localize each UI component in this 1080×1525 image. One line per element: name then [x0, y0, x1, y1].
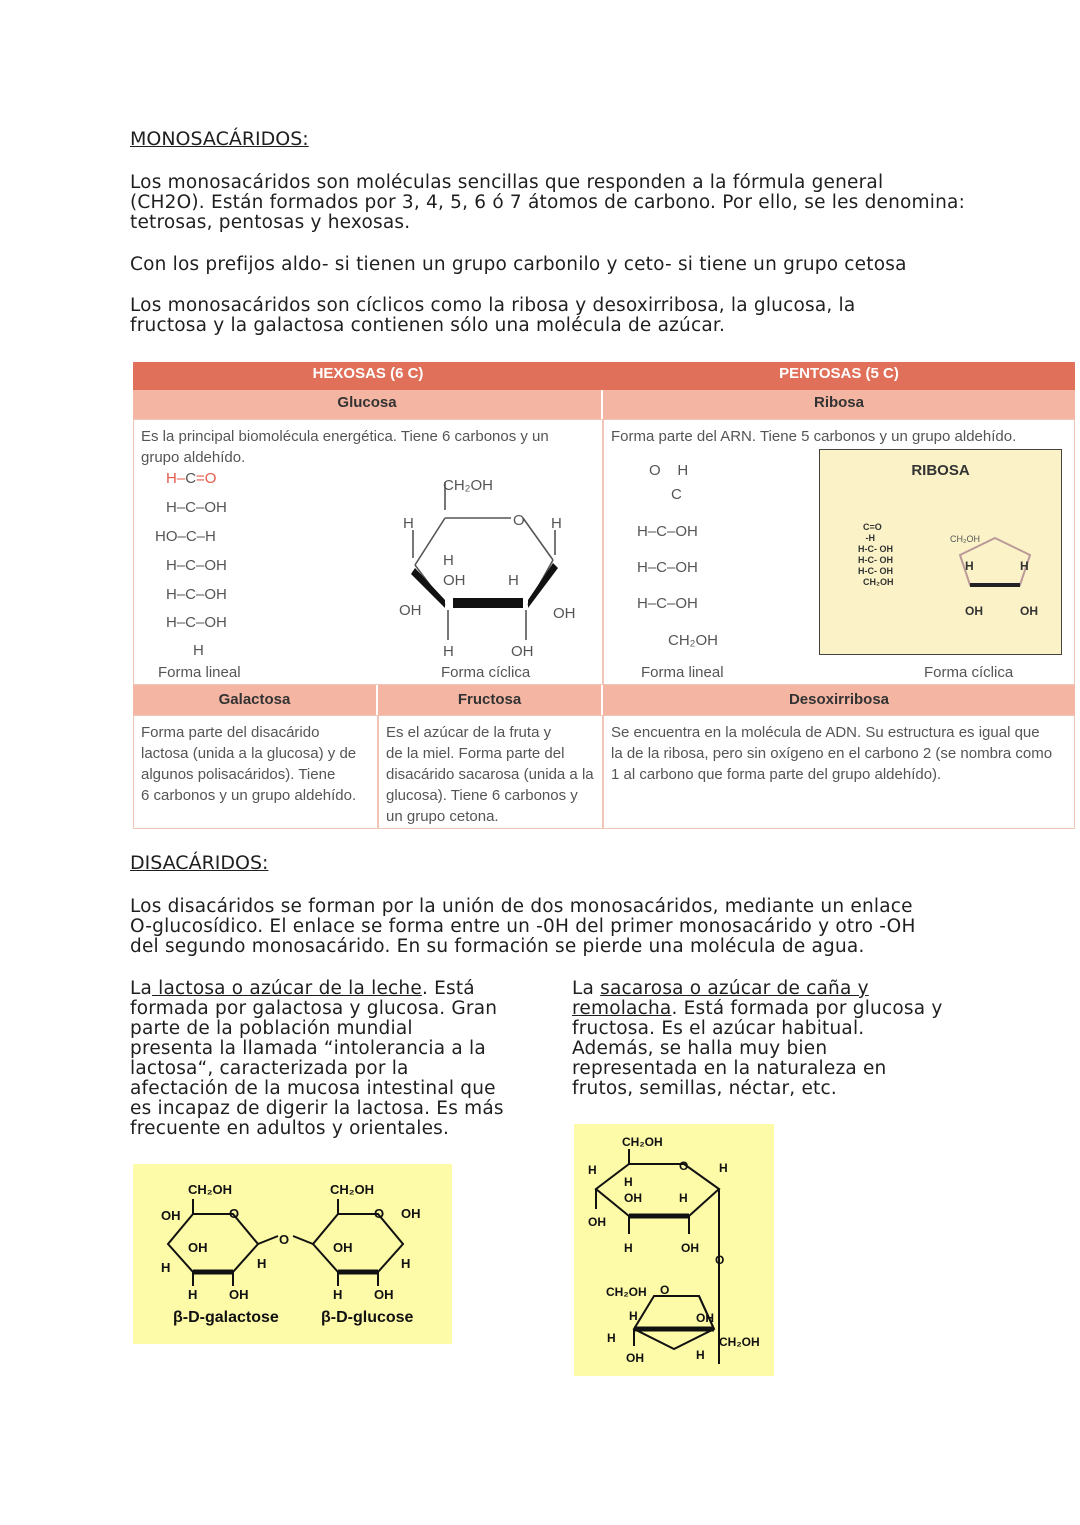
svg-text:OH: OH	[374, 1287, 394, 1302]
header-galactosa: Galactosa	[133, 685, 378, 715]
line: Además, se halla muy bien	[572, 1038, 828, 1059]
svg-text:O: O	[513, 512, 525, 529]
svg-text:CH₂OH: CH₂OH	[622, 1135, 663, 1149]
line: Es el azúcar de la fruta y	[386, 724, 552, 741]
line: afectación de la mucosa intestinal que	[130, 1078, 496, 1099]
svg-text:OH: OH	[696, 1311, 714, 1325]
ribosa-forma-lineal-label: Forma lineal	[641, 664, 724, 681]
svg-text:H: H	[679, 1191, 688, 1205]
paragraph-disacaridos	[130, 897, 916, 957]
svg-text:O: O	[660, 1283, 670, 1297]
text: . Está	[421, 978, 475, 999]
text: La	[572, 978, 601, 999]
svg-text:H: H	[696, 1348, 705, 1362]
line: fructosa. Es el azúcar habitual.	[572, 1018, 865, 1039]
text: La	[130, 978, 153, 999]
line: presenta la llamada “intolerancia a la	[130, 1038, 486, 1059]
line: tetrosas, pentosas y hexosas.	[130, 212, 411, 233]
lactosa-term: lactosa o azúcar de la leche	[152, 978, 422, 999]
line: 6 carbonos y un grupo aldehído.	[141, 787, 357, 804]
svg-text:OH: OH	[511, 643, 534, 660]
svg-text:OH: OH	[229, 1287, 249, 1302]
svg-text:OH: OH	[588, 1215, 606, 1229]
header-ribosa: Ribosa	[603, 390, 1075, 419]
svg-text:H: H	[333, 1287, 343, 1302]
line: lactosa“, caracterizada por la	[130, 1058, 409, 1079]
line: 1 al carbono que forma parte del grupo aldehído).	[611, 766, 942, 783]
sacarosa-term: sacarosa o azúcar de caña y	[600, 978, 869, 999]
header-desoxirribosa: Desoxirribosa	[603, 685, 1075, 715]
svg-text:OH: OH	[965, 604, 983, 618]
svg-text:OH: OH	[333, 1240, 353, 1255]
galactose-label: β-D-galactose	[173, 1309, 279, 1326]
header-fructosa: Fructosa	[378, 685, 603, 715]
svg-text:H: H	[624, 1175, 633, 1189]
sucrose-structure-image	[574, 1124, 774, 1376]
text: . Está formada por glucosa y	[671, 998, 943, 1019]
section-heading-monosacaridos: MONOSACÁRIDOS:	[130, 128, 309, 150]
svg-text:OH: OH	[188, 1240, 208, 1255]
header-hexosas: HEXOSAS (6 C)	[133, 362, 603, 390]
line: frecuente en adultos y orientales.	[130, 1118, 450, 1139]
glucosa-desc-line: grupo aldehído.	[141, 449, 246, 466]
glucosa-desc-line: Es la principal biomolécula energética. Tiene 6 carbonos y un	[141, 428, 549, 445]
svg-text:OH: OH	[553, 605, 576, 622]
line: frutos, semillas, néctar, etc.	[572, 1078, 837, 1099]
line: Los monosacáridos son moléculas sencillas que responden a la fórmula general	[130, 172, 884, 193]
svg-text:H: H	[401, 1256, 411, 1271]
svg-text:O: O	[229, 1206, 240, 1221]
svg-text:H: H	[1020, 559, 1029, 573]
line: del segundo monosacárido. En su formación se pierde una molécula de agua.	[130, 936, 865, 957]
svg-text:OH: OH	[161, 1208, 181, 1223]
svg-text:CH₂OH: CH₂OH	[188, 1182, 233, 1197]
line: es incapaz de digerir la lactosa. Es más	[130, 1098, 504, 1119]
line: Forma parte del disacárido	[141, 724, 320, 741]
line: un grupo cetona.	[386, 808, 499, 825]
svg-text:OH: OH	[681, 1241, 699, 1255]
svg-text:OH: OH	[626, 1351, 644, 1365]
svg-text:H: H	[257, 1256, 267, 1271]
svg-text:O: O	[715, 1253, 725, 1267]
paragraph-monosacaridos-2: Con los prefijos aldo- si tienen un grupo carbonilo y ceto- si tiene un grupo cetosa	[130, 254, 907, 275]
svg-text:OH: OH	[401, 1206, 421, 1221]
svg-text:O: O	[374, 1206, 385, 1221]
ribosa-image-box	[819, 449, 1062, 655]
svg-text:H: H	[188, 1287, 198, 1302]
line: fructosa y la galactosa contienen sólo una molécula de azúcar.	[130, 315, 726, 336]
svg-text:H: H	[607, 1331, 616, 1345]
glucose-label: β-D-glucose	[321, 1309, 414, 1326]
svg-text:H: H	[443, 643, 454, 660]
svg-text:OH: OH	[624, 1191, 642, 1205]
svg-text:H: H	[508, 572, 519, 589]
svg-text:CH₂OH: CH₂OH	[719, 1335, 760, 1349]
svg-text:H: H	[588, 1163, 597, 1177]
line: disacárido sacarosa (unida a la	[386, 766, 594, 783]
svg-text:CH₂OH: CH₂OH	[330, 1182, 375, 1197]
paragraph-monosacaridos-1	[130, 173, 965, 233]
ribose-mini-linear: C=O -H H-C- OH H-C- OH H-C- OH CH₂OH	[858, 522, 894, 587]
fructosa-cell	[378, 715, 603, 829]
svg-text:H: H	[719, 1161, 728, 1175]
line: Se encuentra en la molécula de ADN. Su estructura es igual que	[611, 724, 1040, 741]
monosaccharide-table: HEXOSAS (6 C) PENTOSAS (5 C) Glucosa Ribosa Es la principal biomolécula energética. Tiene 6 carbonos y un grupo aldehído. Forma parte del ARN. Tiene 5 carbonos y un grupo aldehído. H–C=O H–C–OH HO–C–H H–C–OH H–C–OH H–C–OH H Forma lineal CH₂OH O H H H OH H OH OH H OH Forma cíclica O H C H–C–OH H–C–OH H–C–OH CH₂OH Forma lineal RIBOSA C=O -H H-C- OH H-C- OH H-C- OH CH₂OH CH₂OH H H OH OH Forma cíclica Galactosa Fructosa Desoxirribosa Forma parte del disacárido lactosa (unida a la glucosa) y de algunos polisacáridos). Tiene 6 carbonos y un grupo aldehído. Es el azúcar de la fruta y de la miel. Forma parte del disacárido sacarosa (unida a la glucosa). Tiene 6 carbonos y un grupo cetona. Se encuentra en la molécula de ADN. Su estructura es igual que la de la ribosa, pero sin oxígeno en el carbono 2 (se nombra como 1 al carbono que forma parte del grupo aldehído).	[133, 362, 1075, 829]
ribosa-forma-ciclica-label: Forma cíclica	[924, 664, 1014, 681]
svg-text:H: H	[624, 1241, 633, 1255]
glucosa-forma-lineal-label: Forma lineal	[158, 664, 241, 681]
section-heading-disacaridos: DISACÁRIDOS:	[130, 852, 269, 874]
svg-text:H: H	[551, 515, 562, 532]
svg-text:O: O	[679, 1159, 689, 1173]
line: lactosa (unida a la glucosa) y de	[141, 745, 357, 762]
svg-text:CH₂OH: CH₂OH	[950, 534, 980, 544]
ribosa-box-title: RIBOSA	[911, 462, 970, 479]
svg-text:OH: OH	[1020, 604, 1038, 618]
line: Los monosacáridos son cíclicos como la ribosa y desoxirribosa, la glucosa, la	[130, 295, 856, 316]
svg-text:H: H	[629, 1309, 638, 1323]
line: glucosa). Tiene 6 carbonos y	[386, 787, 578, 804]
line: de la miel. Forma parte del	[386, 745, 565, 762]
line: la de la ribosa, pero sin oxígeno en el carbono 2 (se nombra como	[611, 745, 1053, 762]
sucrose-rings	[574, 1124, 774, 1376]
ribose-mini-cyclic	[945, 530, 1050, 620]
header-pentosas: PENTOSAS (5 C)	[603, 362, 1075, 390]
line: O-glucosídico. El enlace se forma entre un -0H del primer monosacárido y otro -OH	[130, 916, 916, 937]
svg-text:H: H	[403, 515, 414, 532]
svg-text:OH: OH	[443, 572, 466, 589]
desoxirribosa-cell	[603, 715, 1075, 829]
glucose-cyclic-structure	[393, 470, 583, 665]
galactosa-cell	[133, 715, 378, 829]
line: (CH2O). Están formados por 3, 4, 5, 6 ó 7 átomos de carbono. Por ello, se les denomina:	[130, 192, 966, 213]
line: representada en la naturaleza en	[572, 1058, 887, 1079]
svg-text:CH₂OH: CH₂OH	[606, 1285, 647, 1299]
lactose-structure-image	[133, 1164, 452, 1344]
line: formada por galactosa y glucosa. Gran	[130, 998, 498, 1019]
ribosa-desc: Forma parte del ARN. Tiene 5 carbonos y un grupo aldehído.	[611, 428, 1017, 445]
paragraph-sacarosa	[572, 979, 992, 1099]
glucosa-forma-ciclica-label: Forma cíclica	[441, 664, 531, 681]
svg-text:H: H	[161, 1260, 171, 1275]
line: Los disacáridos se forman por la unión de dos monosacáridos, mediante un enlace	[130, 896, 913, 917]
line: parte de la población mundial	[130, 1018, 413, 1039]
sacarosa-term: remolacha	[572, 998, 672, 1019]
svg-text:H: H	[443, 552, 454, 569]
svg-text:H: H	[965, 559, 974, 573]
paragraph-lactosa	[130, 979, 550, 1139]
header-glucosa: Glucosa	[133, 390, 603, 419]
svg-text:O: O	[279, 1232, 290, 1247]
line: algunos polisacáridos). Tiene	[141, 766, 336, 783]
paragraph-monosacaridos-3	[130, 296, 855, 336]
svg-text:OH: OH	[399, 602, 422, 619]
svg-text:CH₂OH: CH₂OH	[443, 477, 493, 494]
